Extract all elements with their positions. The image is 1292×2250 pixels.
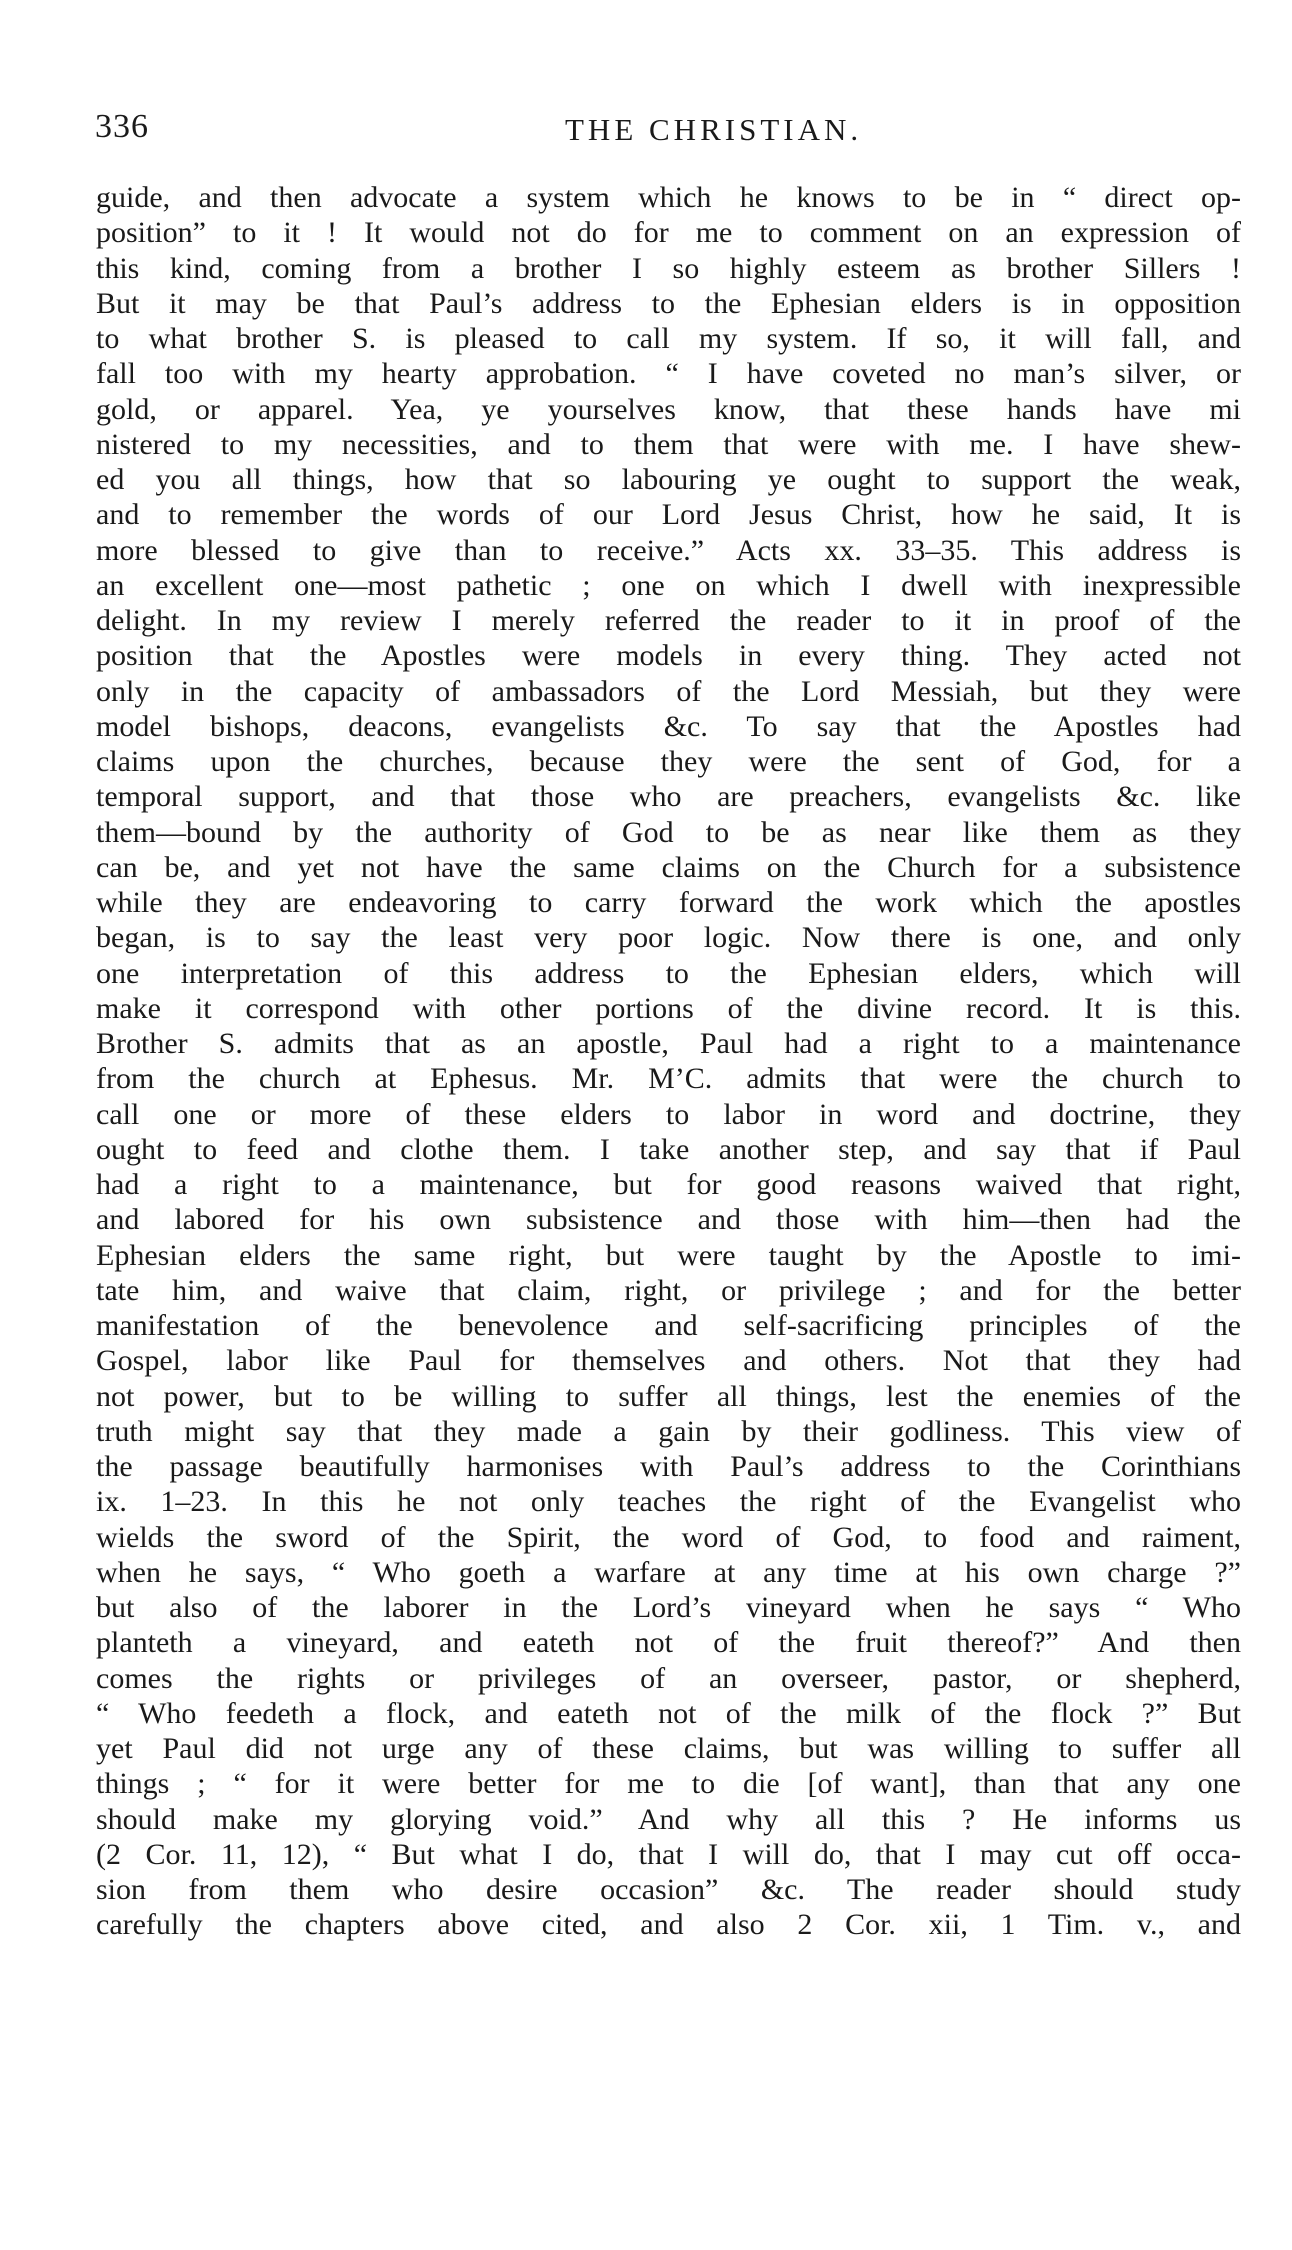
text-line: tate him, and waive that claim, right, or privilege ; and for the better bbox=[96, 1273, 1241, 1307]
text-line: truth might say that they made a gain by their godliness. This view of bbox=[96, 1414, 1241, 1448]
text-line: when he says, “ Who goeth a warfare at any time at his own charge ?” bbox=[96, 1555, 1241, 1589]
text-line: gold, or apparel. Yea, ye yourselves know, that these hands have mi bbox=[96, 392, 1241, 426]
text-line: the passage beautifully harmonises with Paul’s address to the Corinthians bbox=[96, 1450, 1241, 1483]
text-line: began, is to say the least very poor logic. Now there is one, and only bbox=[96, 921, 1241, 955]
text-line: guide, and then advocate a system which he knows to be in “ direct op- bbox=[96, 181, 1241, 214]
text-line: one interpretation of this address to the Ephesian elders, which will bbox=[96, 956, 1241, 990]
text-line: can be, and yet not have the same claims on the Church for a subsistence bbox=[96, 850, 1241, 884]
page-header bbox=[95, 108, 1240, 158]
text-line: (2 Cor. 11, 12), “ But what I do, that I will do, that I may cut off occa- bbox=[96, 1837, 1241, 1871]
text-line: “ Who feedeth a flock, and eateth not of the milk of the flock ?” But bbox=[96, 1696, 1241, 1730]
text-line: them—bound by the authority of God to be as near like them as they bbox=[96, 815, 1241, 849]
text-line: while they are endeavoring to carry forward the work which the apostles bbox=[96, 886, 1241, 919]
text-line: planteth a vineyard, and eateth not of the fruit thereof?” And then bbox=[96, 1626, 1241, 1660]
text-line: claims upon the churches, because they were the sent of God, for a bbox=[96, 745, 1241, 778]
text-line: yet Paul did not urge any of these claims, but was willing to suffer all bbox=[96, 1732, 1241, 1765]
text-line: things ; “ for it were better for me to die [of want], than that any one bbox=[96, 1767, 1241, 1801]
text-line: make it correspond with other portions of the divine record. It is this. bbox=[96, 991, 1241, 1025]
text-line: ed you all things, how that so labouring ye ought to support the weak, bbox=[96, 463, 1241, 496]
text-line: and to remember the words of our Lord Jesus Christ, how he said, It is bbox=[96, 498, 1241, 532]
text-line: Ephesian elders the same right, but were taught by the Apostle to imi- bbox=[96, 1238, 1241, 1272]
text-line: ought to feed and clothe them. I take another step, and say that if Paul bbox=[96, 1132, 1241, 1166]
text-line: an excellent one—most pathetic ; one on which I dwell with inexpressible bbox=[96, 568, 1241, 602]
text-line: ix. 1–23. In this he not only teaches the right of the Evangelist who bbox=[96, 1485, 1241, 1519]
text-line: should make my glorying void.” And why all this ? He informs us bbox=[96, 1802, 1241, 1836]
text-line: only in the capacity of ambassadors of the Lord Messiah, but they were bbox=[96, 674, 1241, 708]
text-line: had a right to a maintenance, but for good reasons waived that right, bbox=[96, 1168, 1241, 1201]
text-line: sion from them who desire occasion” &c. The reader should study bbox=[96, 1873, 1241, 1906]
body-text bbox=[96, 180, 1241, 1943]
text-line: not power, but to be willing to suffer all things, lest the enemies of the bbox=[96, 1379, 1241, 1413]
text-line: temporal support, and that those who are preachers, evangelists &c. like bbox=[96, 780, 1241, 814]
text-line: Brother S. admits that as an apostle, Paul had a right to a maintenance bbox=[96, 1027, 1241, 1060]
text-line: nistered to my necessities, and to them that were with me. I have shew- bbox=[96, 427, 1241, 461]
text-line: delight. In my review I merely referred the reader to it in proof of the bbox=[96, 604, 1241, 637]
text-line: more blessed to give than to receive.” Acts xx. 33–35. This address is bbox=[96, 533, 1241, 567]
text-line: comes the rights or privileges of an overseer, pastor, or shepherd, bbox=[96, 1661, 1241, 1695]
text-line: position” to it ! It would not do for me to comment on an expression of bbox=[96, 216, 1241, 250]
text-line: wields the sword of the Spirit, the word of God, to food and raiment, bbox=[96, 1520, 1241, 1554]
text-line: from the church at Ephesus. Mr. M’C. admits that were the church to bbox=[96, 1062, 1241, 1096]
text-line: position that the Apostles were models in every thing. They acted not bbox=[96, 639, 1241, 673]
text-line: and labored for his own subsistence and those with him—then had the bbox=[96, 1203, 1241, 1237]
text-line: model bishops, deacons, evangelists &c. To say that the Apostles had bbox=[96, 709, 1241, 743]
text-line: this kind, coming from a brother I so highly esteem as brother Sillers ! bbox=[96, 251, 1241, 285]
page-number: 336 bbox=[95, 108, 149, 145]
text-line: But it may be that Paul’s address to the Ephesian elders is in opposition bbox=[96, 286, 1241, 320]
text-line: to what brother S. is pleased to call my system. If so, it will fall, and bbox=[96, 322, 1241, 355]
text-line: but also of the laborer in the Lord’s vineyard when he says “ Who bbox=[96, 1591, 1241, 1624]
running-title: THE CHRISTIAN. bbox=[565, 112, 863, 147]
text-line: call one or more of these elders to labor in word and doctrine, they bbox=[96, 1097, 1241, 1131]
text-line: carefully the chapters above cited, and also 2 Cor. xii, 1 Tim. v., and bbox=[96, 1908, 1241, 1942]
text-line: manifestation of the benevolence and self-sacrificing principles of the bbox=[96, 1309, 1241, 1342]
text-line: fall too with my hearty approbation. “ I have coveted no man’s silver, or bbox=[96, 357, 1241, 391]
text-line: Gospel, labor like Paul for themselves and others. Not that they had bbox=[96, 1344, 1241, 1378]
